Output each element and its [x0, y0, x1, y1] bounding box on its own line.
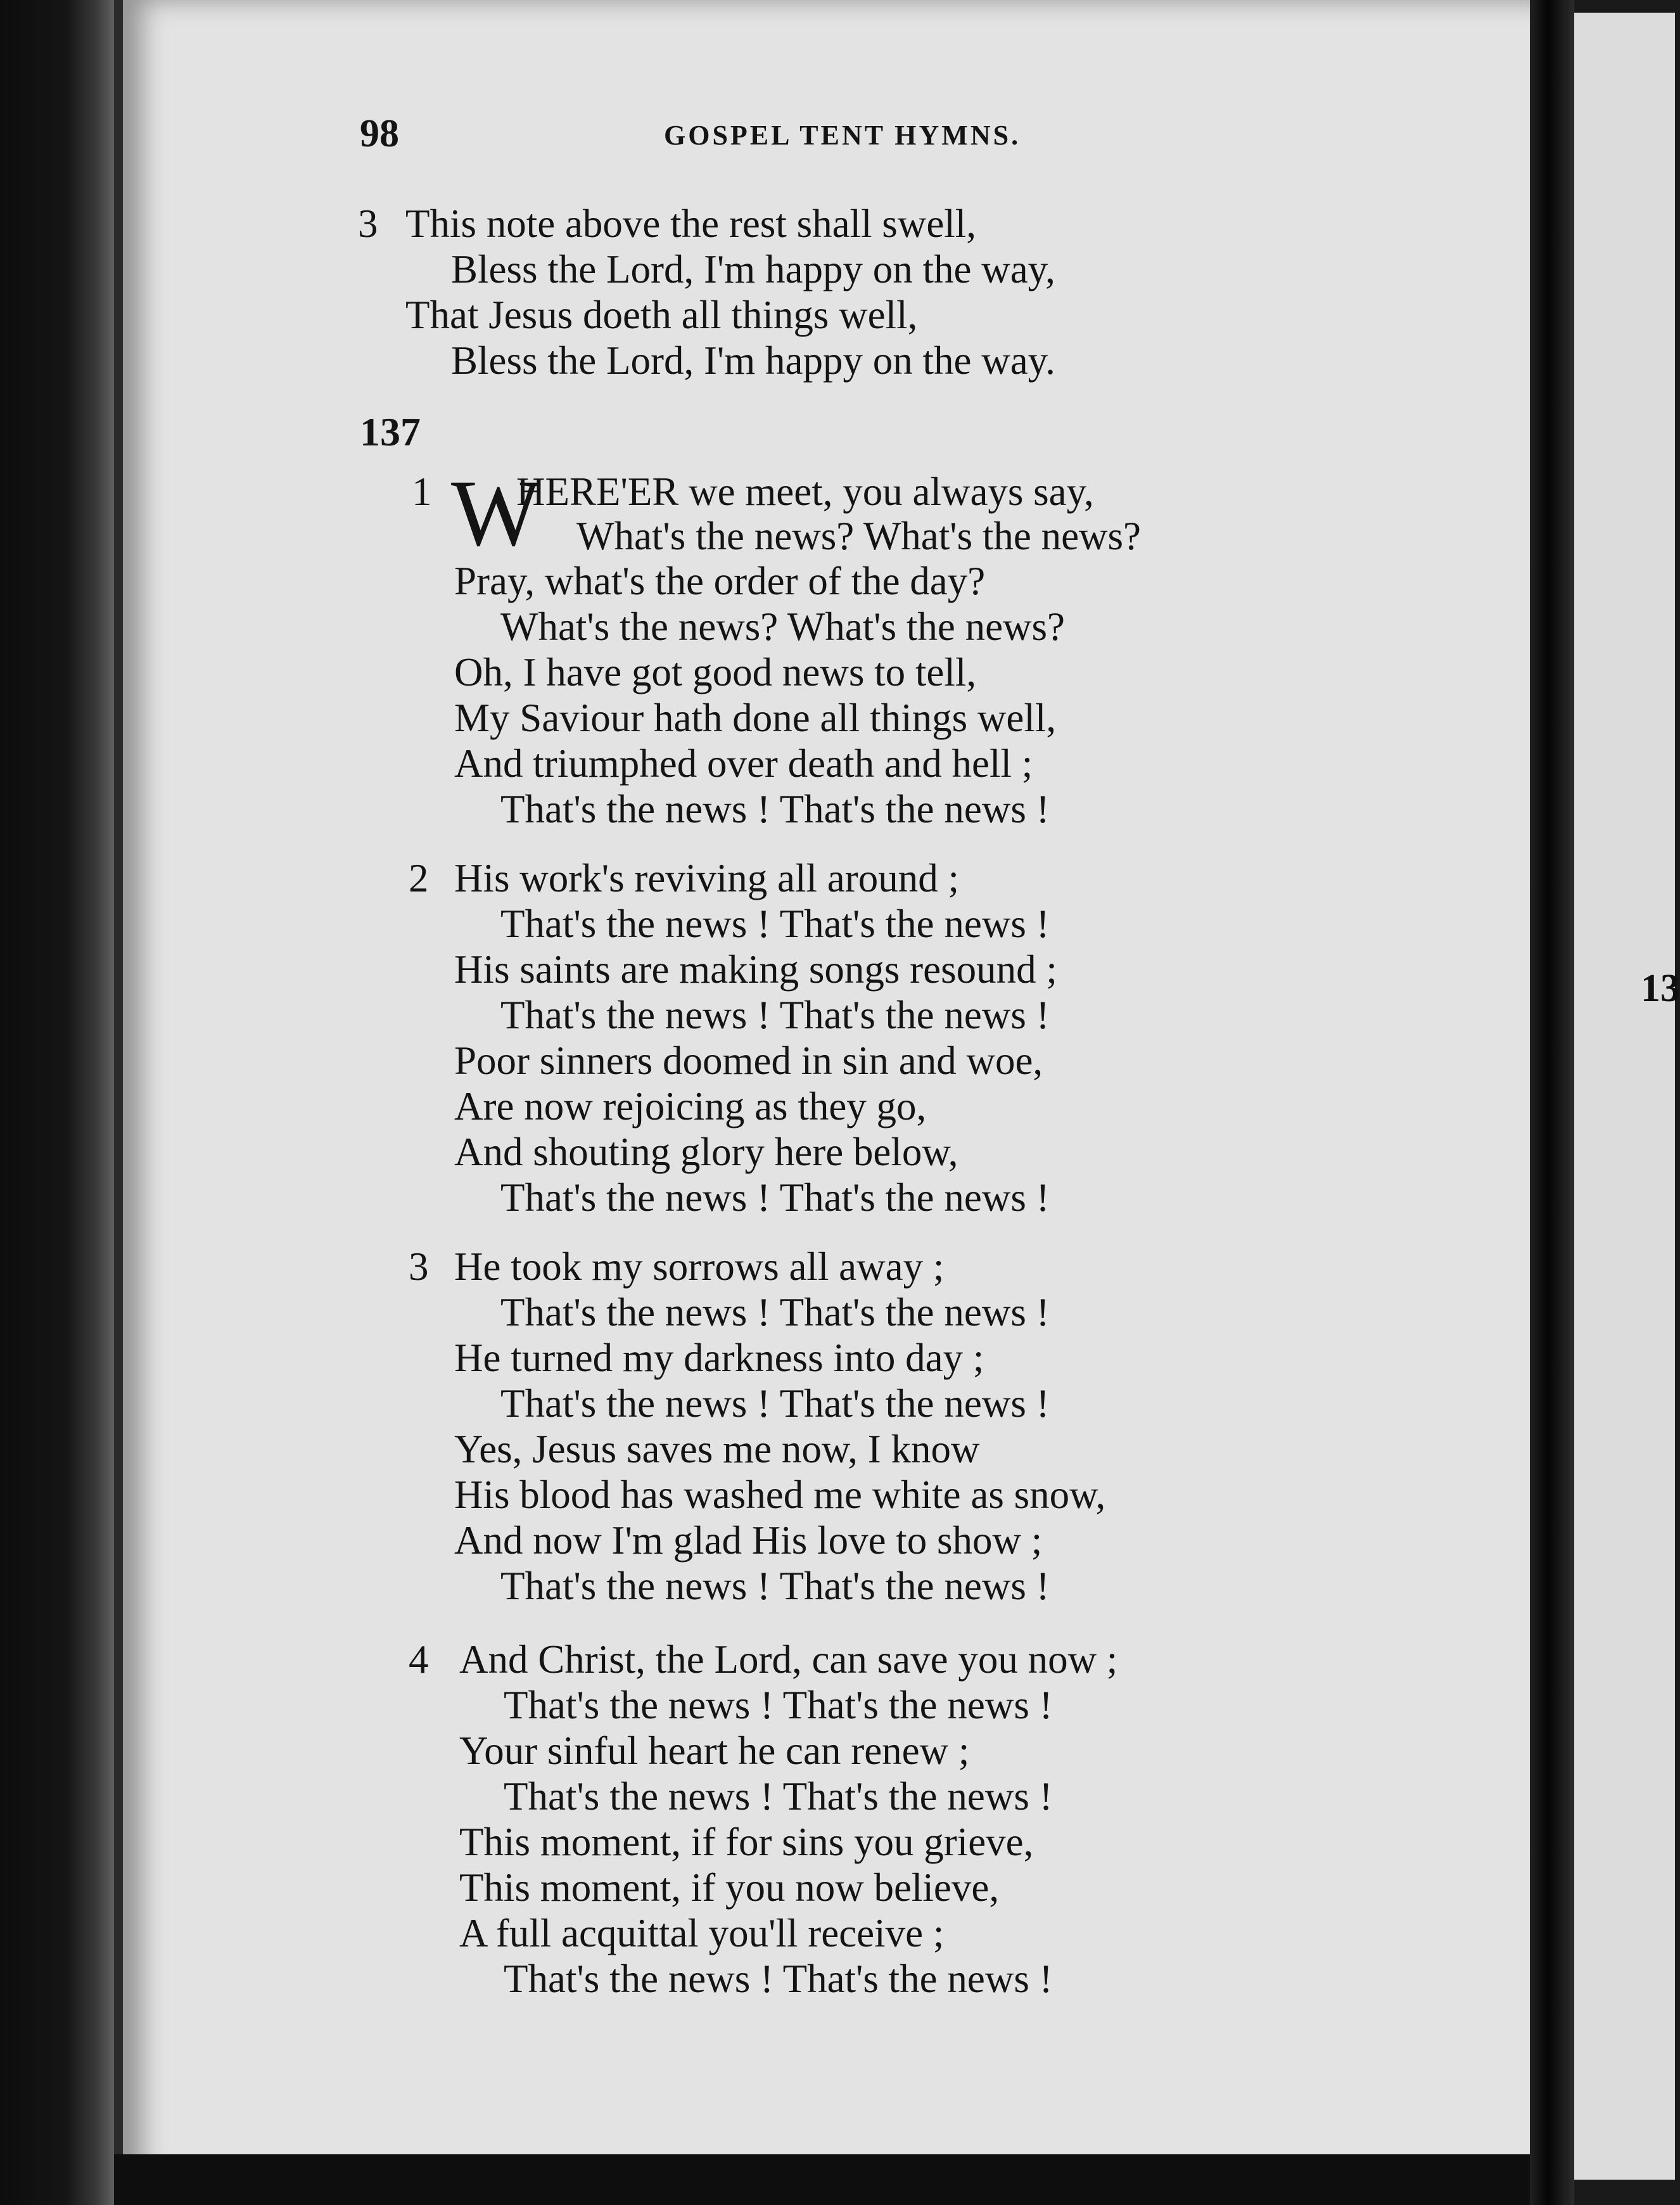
hymn-number: 137	[360, 409, 421, 454]
facing-page-hymn-number: 13	[1641, 967, 1680, 1010]
verse-line: My Saviour hath done all things well,	[454, 696, 1057, 740]
verse-line: A full acquittal you'll receive ;	[459, 1911, 945, 1955]
verse-number: 2	[409, 856, 429, 900]
verse-line: Yes, Jesus saves me now, I know	[454, 1427, 980, 1471]
verse-line: That Jesus doeth all things well,	[405, 293, 918, 337]
verse-line: That's the news ! That's the news !	[500, 993, 1050, 1037]
verse-line: Are now rejoicing as they go,	[454, 1084, 927, 1128]
drop-cap: W	[451, 461, 541, 566]
verse-line: Oh, I have got good news to tell,	[454, 650, 977, 694]
verse-line: Bless the Lord, I'm happy on the way,	[451, 247, 1055, 291]
verse-line: That's the news ! That's the news !	[500, 1564, 1050, 1608]
verse-line: That's the news ! That's the news !	[504, 1957, 1053, 2001]
verse-line: This moment, if for sins you grieve,	[459, 1820, 1034, 1864]
verse-number: 3	[358, 201, 378, 246]
verse-line: Pray, what's the order of the day?	[454, 559, 986, 603]
verse-line: That's the news ! That's the news !	[500, 1175, 1050, 1220]
verse-line: This moment, if you now believe,	[459, 1865, 1000, 1910]
verse-line: Poor sinners doomed in sin and woe,	[454, 1039, 1043, 1083]
verse-line: And Christ, the Lord, can save you now ;	[459, 1637, 1118, 1682]
verse-line: Your sinful heart he can renew ;	[459, 1729, 970, 1773]
verse-number: 3	[409, 1244, 429, 1289]
verse-line: He took my sorrows all away ;	[454, 1244, 945, 1289]
verse-line: That's the news ! That's the news !	[500, 1290, 1050, 1334]
verse-line: What's the news? What's the news?	[500, 604, 1066, 649]
page-number: 98	[360, 112, 399, 155]
verse-line: That's the news ! That's the news !	[504, 1683, 1053, 1727]
verse-line: His blood has washed me white as snow,	[454, 1473, 1106, 1517]
verse-line: This note above the rest shall swell,	[405, 201, 977, 246]
verse-line: His saints are making songs resound ;	[454, 947, 1057, 992]
verse-line: HERE'ER we meet, you always say,	[516, 470, 1094, 514]
verse-line: Bless the Lord, I'm happy on the way.	[451, 338, 1055, 383]
verse-line: That's the news ! That's the news !	[500, 787, 1050, 831]
verse-line: And now I'm glad His love to show ;	[454, 1518, 1043, 1563]
verse-line: What's the news? What's the news?	[576, 514, 1142, 558]
verse-line: That's the news ! That's the news !	[504, 1774, 1053, 1818]
verse-line: That's the news ! That's the news !	[500, 1381, 1050, 1426]
verse-line: And triumphed over death and hell ;	[454, 741, 1033, 786]
verse-number: 4	[409, 1637, 429, 1682]
running-title: GOSPEL TENT HYMNS.	[664, 120, 1021, 151]
verse-number: 1	[412, 470, 432, 514]
verse-line: That's the news ! That's the news !	[500, 902, 1050, 946]
verse-line: He turned my darkness into day ;	[454, 1336, 984, 1380]
verse-line: And shouting glory here below,	[454, 1130, 958, 1174]
verse-line: His work's reviving all around ;	[454, 856, 959, 900]
